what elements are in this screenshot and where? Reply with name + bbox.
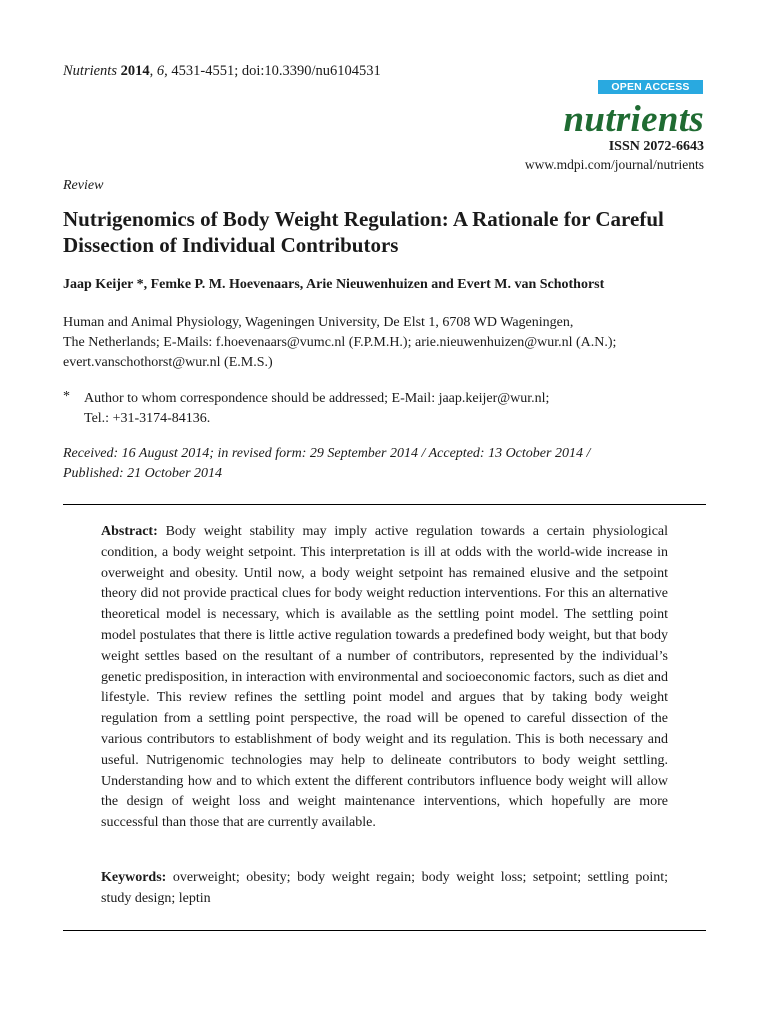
- open-access-badge: OPEN ACCESS: [598, 80, 703, 94]
- journal-issn: ISSN 2072-6643: [608, 139, 704, 154]
- correspondence-marker: *: [63, 389, 70, 404]
- article-title: Nutrigenomics of Body Weight Regulation: A Rationale for Careful Dissection of Individual Contributors: [63, 207, 664, 257]
- publication-dates: [63, 444, 713, 484]
- abstract: [101, 522, 668, 834]
- correspondence-line: Author to whom correspondence should be addressed; E-Mail: jaap.keijer@wur.nl;: [84, 391, 550, 406]
- correspondence-note: [84, 389, 714, 429]
- affiliation: [63, 313, 713, 373]
- keywords-label: Keywords:: [101, 870, 167, 885]
- affiliation-line: Human and Animal Physiology, Wageningen University, De Elst 1, 6708 WD Wageningen,: [63, 315, 574, 330]
- abstract-label: Abstract:: [101, 524, 158, 539]
- journal-url: www.mdpi.com/journal/nutrients: [524, 157, 704, 172]
- divider-bottom: [63, 930, 706, 931]
- divider-top: [63, 504, 706, 505]
- correspondence-line: Tel.: +31-3174-84136.: [84, 411, 211, 426]
- affiliation-line: evert.vanschothorst@wur.nl (E.M.S.): [63, 355, 273, 370]
- citation-journal: Nutrients: [63, 63, 117, 79]
- journal-logo: nutrients: [563, 99, 704, 140]
- keywords: [101, 868, 668, 910]
- author-list: Jaap Keijer *, Femke P. M. Hoevenaars, Arie Nieuwenhuizen and Evert M. van Schothorst: [63, 277, 605, 292]
- citation-pages-doi: , 4531-4551; doi:10.3390/nu6104531: [164, 63, 381, 79]
- citation-volume: 6: [156, 63, 165, 79]
- article-type: Review: [63, 178, 104, 193]
- citation-year: 2014: [120, 63, 150, 79]
- dates-line: Received: 16 August 2014; in revised form: 29 September 2014 / Accepted: 13 October 2014 /: [63, 446, 591, 461]
- journal-citation: Nutrients 2014, 6, 4531-4551; doi:10.3390/nu6104531: [63, 63, 381, 79]
- abstract-text: Body weight stability may imply active regulation towards a certain physiological condition, a body weight setpoint. This interpretation is ill at odds with the world-wide increase in overweight and obesity. Until now, a body weight setpoint has remained elusive and the setpoint theory did not provide practical clues for body weight reduction interventions. For this an alternative theoretical model is necessary, which is available as the settling point model. The settling point model postulates that there is little active regulation towards a predefined body weight, but that body weight settles based on the resultant of a number of contributors, represented by the individual’s genetic predisposition, in interaction with environmental and socioeconomic factors, such as diet and lifestyle. This review refines the settling point model and argues that by taking body weight regulation from a settling point perspective, the road will be opened to careful dissection of the various contributors to establishment of body weight and its regulation. This is both necessary and useful. Nutrigenomic technologies may help to delineate contributors to body weight settling. Understanding how and to which extent the different contributors influence body weight will allow the design of weight loss and weight maintenance interventions, which hopefully are more successful than those that are currently available.: [101, 524, 669, 831]
- keywords-text: overweight; obesity; body weight regain; body weight loss; setpoint; settling point; study design; leptin: [101, 870, 669, 906]
- affiliation-line: The Netherlands; E-Mails: f.hoevenaars@vumc.nl (F.P.M.H.); arie.nieuwenhuizen@wur.nl (A.N.);: [63, 335, 617, 350]
- dates-line: Published: 21 October 2014: [63, 466, 223, 481]
